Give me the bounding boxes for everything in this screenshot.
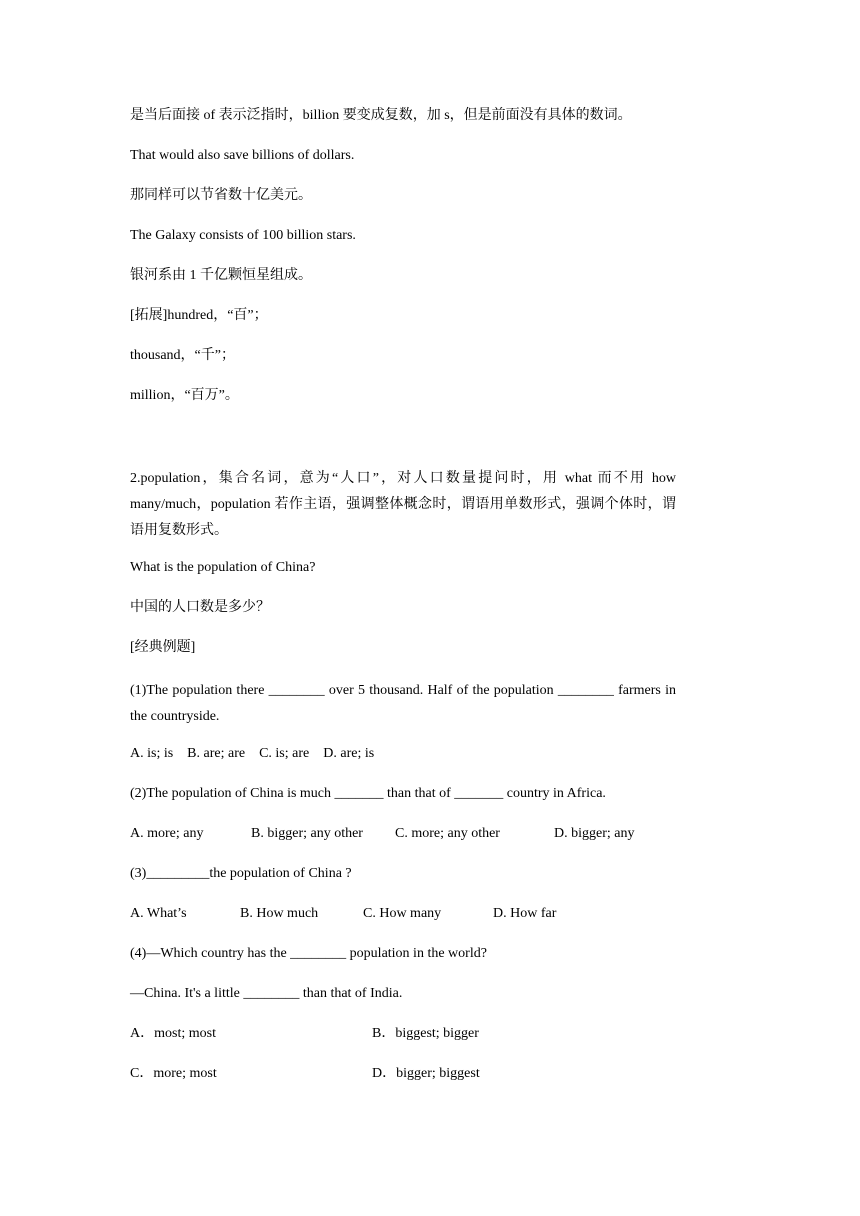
option-c: C. How many	[363, 906, 442, 921]
example-sentence-zh: 银河系由 1 千亿颗恒星组成。	[130, 268, 312, 283]
question-3-options	[130, 904, 676, 924]
extension-million: million，“百万”。	[130, 388, 239, 403]
option-d: D．bigger; biggest	[372, 1066, 480, 1081]
question-4-reply: —China. It's a little ________ than that of India.	[130, 986, 403, 1001]
option-b: B. bigger; any other	[251, 826, 363, 841]
document-page	[130, 106, 676, 1104]
option-c: C. more; any other	[395, 826, 500, 841]
option-c: C．more; most	[130, 1066, 217, 1081]
example-sentence-zh: 中国的人口数是多少？	[130, 600, 270, 615]
example-sentence-en: That would also save billions of dollars.	[130, 148, 355, 163]
section-spacer	[130, 426, 676, 466]
example-sentence-zh: 那同样可以节省数十亿美元。	[130, 188, 312, 203]
question-3-stem: (3)_________the population of China ?	[130, 866, 352, 881]
exercise-heading: [经典例题]	[130, 640, 196, 655]
example-sentence-en: What is the population of China?	[130, 560, 316, 575]
option-d: D. How far	[493, 906, 557, 921]
option-b: B．biggest; bigger	[372, 1026, 479, 1041]
question-4-options-row-1	[130, 1024, 676, 1044]
option-d: D. bigger; any	[554, 826, 635, 841]
question-1-stem: (1)The population there ________ over 5 thousand. Half of the population ________ farmers in the countryside.	[130, 683, 676, 724]
question-1-options: A. is; is B. are; are C. is; are D. are; is	[130, 746, 375, 761]
option-a: A. more; any	[130, 826, 204, 841]
option-a: A. What’s	[130, 906, 187, 921]
note-billion-plural: 是当后面接 of 表示泛指时，billion 要变成复数，加 s，但是前面没有具体的数词。	[130, 108, 632, 123]
question-2-options	[130, 824, 676, 844]
question-2-stem: (2)The population of China is much _______ than that of _______ country in Africa.	[130, 786, 606, 801]
question-4-options-row-2	[130, 1064, 676, 1084]
example-sentence-en: The Galaxy consists of 100 billion stars.	[130, 228, 356, 243]
option-b: B. How much	[240, 906, 319, 921]
extension-hundred: [拓展]hundred，“百”；	[130, 308, 268, 323]
option-a: A．most; most	[130, 1026, 216, 1041]
extension-thousand: thousand，“千”；	[130, 348, 235, 363]
population-explanation: 2.population，集合名词，意为“人口”，对人口数量提问时，用 what 而不用 how many/much，population 若作主语，强调整体概念时，谓语用单数形式，强调个体时，谓语用复数形式。	[130, 471, 676, 538]
question-4-stem: (4)—Which country has the ________ population in the world?	[130, 946, 487, 961]
